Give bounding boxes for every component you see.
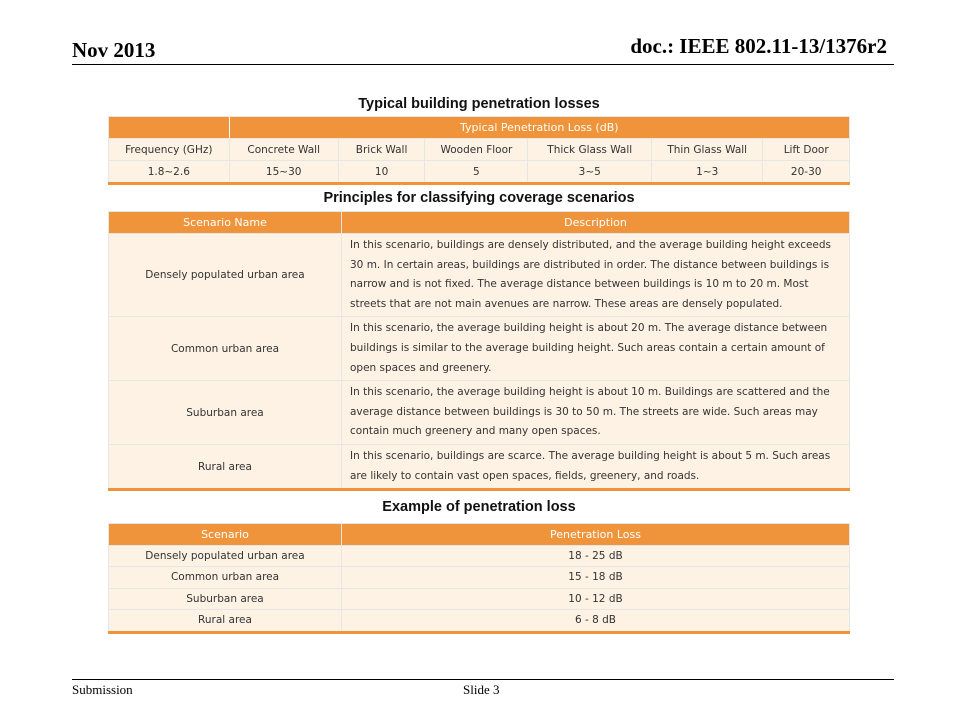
- table1-col-header: Brick Wall: [338, 139, 425, 161]
- table1-cell: 5: [425, 161, 528, 184]
- scenario-description: In this scenario, buildings are scarce. The average building height is about 5 m. Such areas are likely to contain vast open spaces, fields, greenery, and roads.: [342, 444, 850, 489]
- table2-title: Principles for classifying coverage scenarios: [323, 190, 635, 206]
- table3-header-scenario: Scenario: [109, 524, 342, 546]
- table1-col-header: Lift Door: [763, 139, 850, 161]
- example-scenario: Rural area: [109, 610, 342, 633]
- example-scenario: Densely populated urban area: [109, 545, 342, 567]
- table1-col-header: Thin Glass Wall: [652, 139, 763, 161]
- example-loss: 10 - 12 dB: [342, 588, 850, 610]
- scenario-description: In this scenario, the average building height is about 10 m. Buildings are scattered and the average distance between buildings is 30 to 50 m. The streets are wide. Such areas may contain much greenery and many open spaces.: [342, 381, 850, 445]
- table3-title: Example of penetration loss: [382, 499, 576, 516]
- table1-col-header: Concrete Wall: [229, 139, 338, 161]
- header-doc-id: doc.: IEEE 802.11-13/1376r2: [630, 34, 887, 58]
- table1-cell: 20-30: [763, 161, 850, 184]
- table1-col-header: Thick Glass Wall: [528, 139, 652, 161]
- scenario-description: In this scenario, the average building height is about 20 m. The average distance between buildings is similar to the average building height. Such areas contain a certain amount of open spaces and greenery.: [342, 317, 850, 381]
- scenario-name: Common urban area: [109, 317, 342, 381]
- table1-col-header: Frequency (GHz): [109, 139, 230, 161]
- example-loss: 15 - 18 dB: [342, 567, 850, 589]
- table1-title: Typical building penetration losses: [358, 96, 600, 112]
- table3-header-loss: Penetration Loss: [342, 524, 850, 546]
- penetration-losses-table: [108, 116, 850, 185]
- table1-col-header: Wooden Floor: [425, 139, 528, 161]
- table2-header-description: Description: [342, 212, 850, 234]
- header-rule: [72, 64, 894, 65]
- header-date: Nov 2013: [72, 38, 156, 62]
- table1-cell: 1.8~2.6: [109, 161, 230, 184]
- table1-cell: 3~5: [528, 161, 652, 184]
- table1-group-header: Typical Penetration Loss (dB): [229, 117, 849, 139]
- table1-cell: 15~30: [229, 161, 338, 184]
- example-loss: 6 - 8 dB: [342, 610, 850, 633]
- penetration-loss-example-table: [108, 523, 850, 634]
- scenario-name: Suburban area: [109, 381, 342, 445]
- example-loss: 18 - 25 dB: [342, 545, 850, 567]
- footer-submission: Submission: [72, 682, 133, 697]
- example-scenario: Suburban area: [109, 588, 342, 610]
- coverage-scenarios-table: [108, 211, 850, 491]
- scenario-description: In this scenario, buildings are densely distributed, and the average building height exceeds 30 m. In certain areas, buildings are distributed in order. The distance between buildings is narrow and is not fixed. The average distance between buildings is 10 m to 20 m. Most streets that are not main avenues are narrow. These areas are densely populated.: [342, 234, 850, 317]
- table1-corner-cell: [109, 117, 230, 139]
- example-scenario: Common urban area: [109, 567, 342, 589]
- footer-rule: [72, 679, 894, 680]
- table2-header-name: Scenario Name: [109, 212, 342, 234]
- table1-cell: 1~3: [652, 161, 763, 184]
- scenario-name: Densely populated urban area: [109, 234, 342, 317]
- footer-slide-number: Slide 3: [463, 682, 500, 697]
- scenario-name: Rural area: [109, 444, 342, 489]
- table1-cell: 10: [338, 161, 425, 184]
- slide-content: [108, 92, 850, 634]
